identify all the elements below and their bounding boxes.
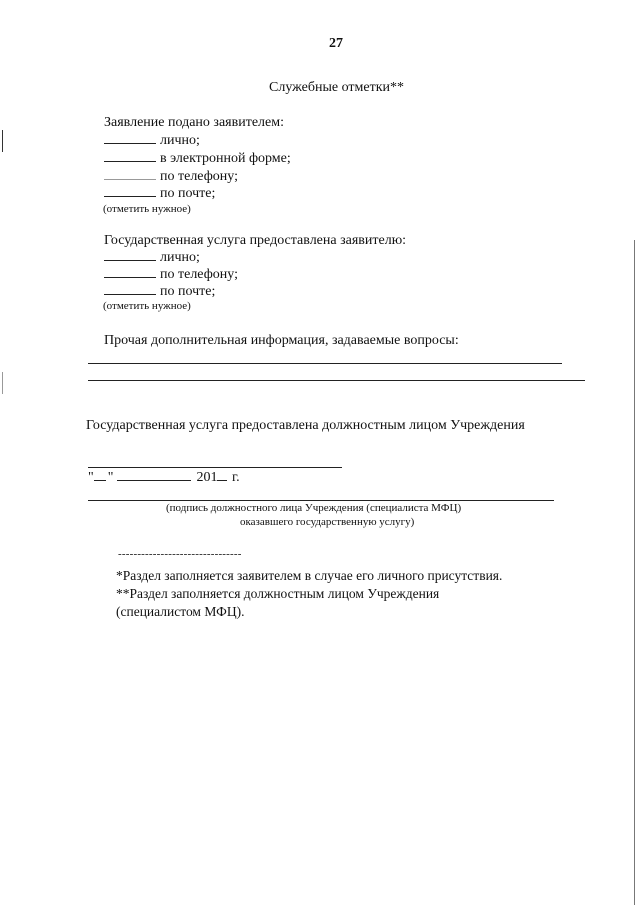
option-label: по почте; — [160, 186, 216, 201]
signature-caption-line2: оказавшего государственную услугу) — [240, 516, 415, 528]
date-line — [88, 469, 240, 486]
provided-by-statement: Государственная услуга предоставлена должностным лицом Учреждения — [86, 418, 525, 433]
section2-heading: Государственная услуга предоставлена заявителю: — [104, 233, 407, 248]
date-open-quote: " — [88, 470, 94, 485]
section1-note: (отметить нужное) — [103, 203, 191, 215]
year-prefix: 201 — [196, 470, 218, 485]
section1-option-electronic — [104, 150, 291, 167]
year-blank — [217, 470, 227, 481]
footnote-separator: -------------------------------- — [118, 548, 242, 560]
blank-line — [104, 267, 156, 278]
signature-caption-line1: (подпись должностного лица Учреждения (специалиста МФЦ) — [166, 502, 462, 514]
blank-line — [104, 284, 156, 295]
option-label: лично; — [160, 250, 200, 265]
extra-info-line-2 — [88, 380, 585, 381]
section2-option-mail — [104, 283, 215, 300]
blank-line — [104, 186, 156, 197]
section2-note: (отметить нужное) — [103, 300, 191, 312]
signature-line — [88, 500, 554, 501]
right-scan-edge — [634, 240, 635, 905]
footnote-1: *Раздел заполняется заявителем в случае его личного присутствия. — [116, 568, 503, 583]
left-scan-mark-lower — [2, 372, 3, 394]
section2-option-in-person — [104, 249, 200, 266]
option-label: по почте; — [160, 284, 216, 299]
option-label: в электронной форме; — [160, 151, 291, 166]
page-title: Служебные отметки** — [269, 80, 404, 95]
section1-option-mail — [104, 185, 215, 202]
option-label: лично; — [160, 133, 200, 148]
section2-option-phone — [104, 266, 238, 283]
left-scan-mark — [2, 130, 3, 152]
blank-line — [104, 169, 156, 180]
footnote-2-line2: (специалистом МФЦ). — [116, 604, 245, 619]
section1-option-phone — [104, 168, 238, 185]
blank-line — [104, 250, 156, 261]
section1-option-in-person — [104, 132, 200, 149]
extra-info-label: Прочая дополнительная информация, задаваемые вопросы: — [104, 333, 459, 348]
month-blank — [117, 470, 191, 481]
day-blank — [94, 470, 106, 481]
section1-heading: Заявление подано заявителем: — [104, 115, 284, 130]
year-suffix: г. — [231, 470, 240, 485]
option-label: по телефону; — [160, 267, 238, 282]
footnote-2-line1: **Раздел заполняется должностным лицом Учреждения — [116, 586, 440, 601]
blank-line — [104, 151, 156, 162]
date-close-quote: " — [107, 470, 114, 485]
page-number: 27 — [329, 36, 343, 51]
official-name-line — [88, 467, 342, 468]
extra-info-line-1 — [88, 363, 562, 364]
option-label: по телефону; — [160, 169, 238, 184]
blank-line — [104, 133, 156, 144]
